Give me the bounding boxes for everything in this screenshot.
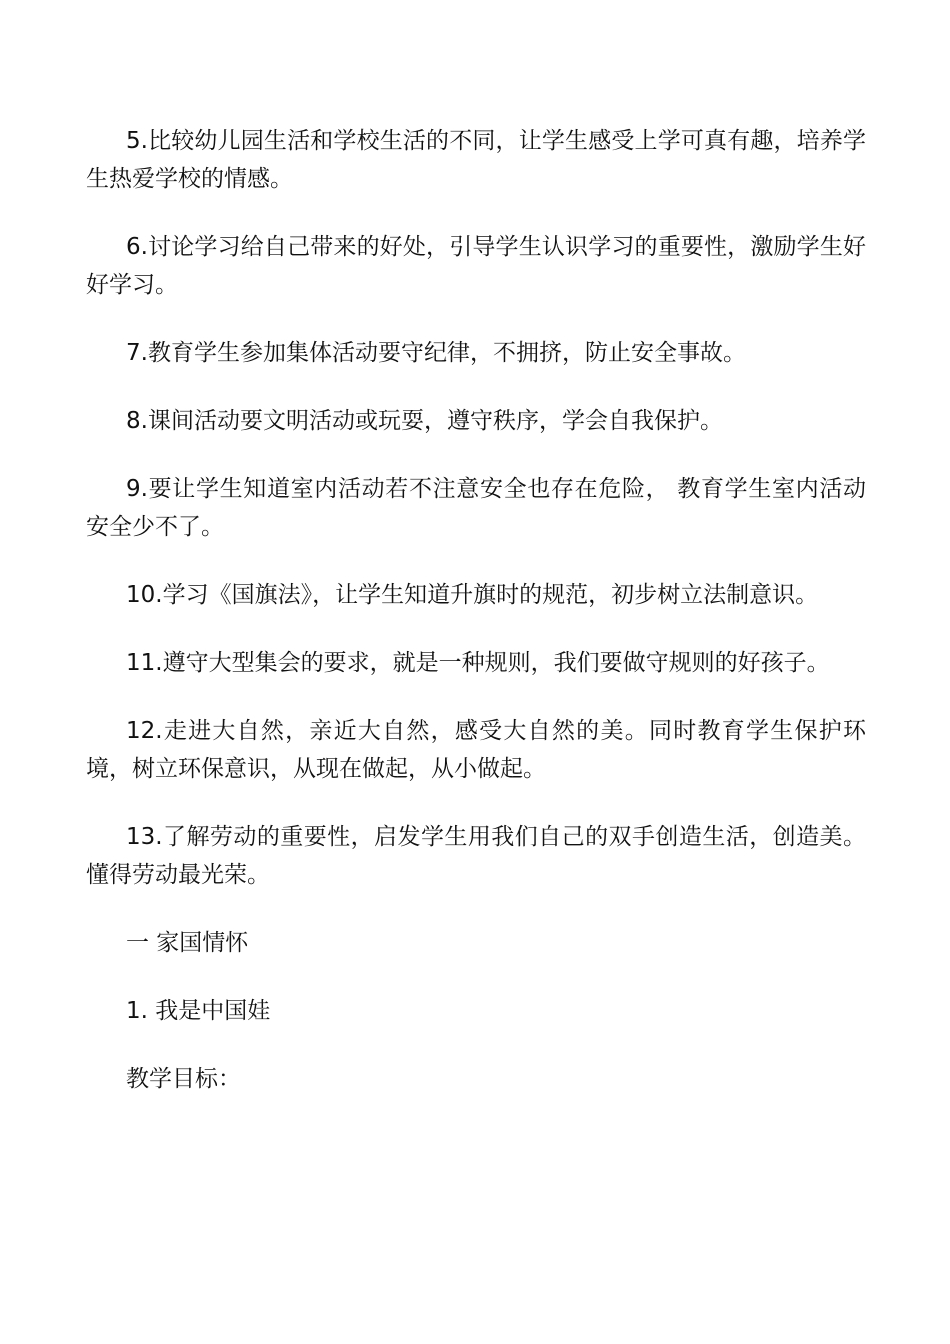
paragraph-6: 6.讨论学习给自己带来的好处，引导学生认识学习的重要性，激励学生好好学习。 (86, 234, 866, 298)
paragraph-10: 10.学习《国旗法》，让学生知道升旗时的规范，初步树立法制意识。 (126, 582, 819, 608)
paragraph-5: 5.比较幼儿园生活和学校生活的不同，让学生感受上学可真有趣，培养学生热爱学校的情感。 (86, 128, 866, 192)
document-page (86, 122, 866, 1128)
paragraph-8: 8.课间活动要文明活动或玩耍，遵守秩序，学会自我保护。 (126, 408, 723, 434)
lesson-title: 1. 我是中国娃 (126, 998, 271, 1024)
teaching-goals-label: 教学目标： (126, 1066, 241, 1092)
paragraph-7: 7.教育学生参加集体活动要守纪律，不拥挤，防止安全事故。 (126, 340, 746, 366)
section-heading: 一 家国情怀 (126, 930, 249, 956)
paragraph-12: 12.走进大自然，亲近大自然，感受大自然的美。同时教育学生保护环境，树立环保意识，从现在做起，从小做起。 (86, 718, 866, 782)
paragraph-11: 11.遵守大型集会的要求，就是一种规则，我们要做守规则的好孩子。 (126, 650, 830, 676)
paragraph-9: 9.要让学生知道室内活动若不注意安全也存在危险， 教育学生室内活动安全少不了。 (86, 476, 866, 540)
paragraph-13: 13.了解劳动的重要性，启发学生用我们自己的双手创造生活，创造美。懂得劳动最光荣。 (86, 824, 866, 888)
